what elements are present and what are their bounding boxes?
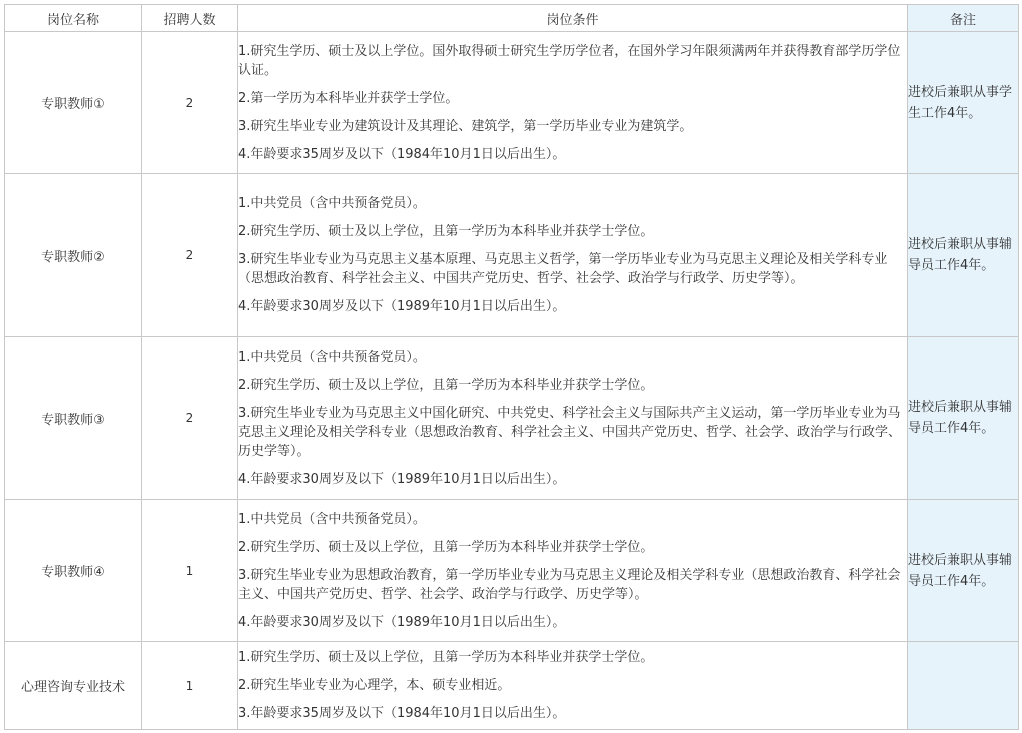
header-remark: 备注 [908,5,1019,32]
condition-item: 2.研究生学历、硕士及以上学位，且第一学历为本科毕业并获学士学位。 [238,377,654,393]
header-row [5,5,1019,32]
condition-item: 2.研究生毕业专业为心理学，本、硕专业相近。 [238,678,511,693]
condition-item: 4.年龄要求30周岁及以下（1989年10月1日以后出生）。 [238,299,566,314]
condition-item: 3.研究生毕业专业为马克思主义基本原理、马克思主义哲学，第一学历毕业专业为马克思主义理论及相关学科专业（思想政治教育、科学社会主义、中国共产党历史、哲学、社会学、政治学与行政学、历史学等）。 [238,252,888,286]
header-conditions: 岗位条件 [238,5,908,32]
position-name: 专职教师④ [5,500,142,642]
condition-item: 1.研究生学历、硕士及以上学位。国外取得硕士研究生学历学位者，在国外学习年限须满两年并获得教育部学历学位认证。 [238,43,901,78]
condition-item: 1.研究生学历、硕士及以上学位，且第一学历为本科毕业并获学士学位。 [238,650,654,665]
header-position-name: 岗位名称 [5,5,142,32]
header-recruit-count: 招聘人数 [142,5,238,32]
recruit-count: 2 [142,32,238,174]
position-name: 专职教师② [5,174,142,337]
position-name: 专职教师③ [5,337,142,500]
condition-item: 3.年龄要求35周岁及以下（1984年10月1日以后出生）。 [238,706,566,721]
recruit-count: 2 [142,174,238,337]
position-conditions [238,500,908,642]
remark-cell: 进校后兼职从事辅导员工作4年。 [908,337,1019,500]
condition-item: 2.研究生学历、硕士及以上学位，且第一学历为本科毕业并获学士学位。 [238,539,654,555]
condition-item: 1.中共党员（含中共预备党员）。 [238,196,426,211]
recruit-count: 1 [142,500,238,642]
table-row [5,642,1019,730]
condition-item: 3.研究生毕业专业为马克思主义中国化研究、中共党史、科学社会主义与国际共产主义运动，第一学历毕业专业为马克思主义理论及相关学科专业（思想政治教育、科学社会主义、中国共产党历史、哲学、社会学、政治学与行政学、历史学等）。 [238,405,902,459]
condition-item: 4.年龄要求35周岁及以下（1984年10月1日以后出生）。 [238,146,566,162]
remark-cell: 进校后兼职从事学生工作4年。 [908,32,1019,174]
position-name: 专职教师① [5,32,142,174]
condition-item: 3.研究生毕业专业为思想政治教育，第一学历毕业专业为马克思主义理论及相关学科专业（思想政治教育、科学社会主义、中国共产党历史、哲学、社会学、政治学与行政学、历史学等）。 [238,567,901,602]
table-row [5,32,1019,174]
position-name: 心理咨询专业技术 [5,642,142,730]
table-row [5,337,1019,500]
table-row [5,500,1019,642]
condition-item: 1.中共党员（含中共预备党员）。 [238,511,426,527]
position-conditions [238,642,908,730]
position-conditions [238,337,908,500]
remark-cell: 进校后兼职从事辅导员工作4年。 [908,500,1019,642]
condition-item: 2.第一学历为本科毕业并获学士学位。 [238,90,459,106]
position-conditions [238,174,908,337]
condition-item: 2.研究生学历、硕士及以上学位，且第一学历为本科毕业并获学士学位。 [238,224,654,239]
recruit-count: 2 [142,337,238,500]
table-row [5,174,1019,337]
remark-cell: 进校后兼职从事辅导员工作4年。 [908,174,1019,337]
condition-item: 4.年龄要求30周岁及以下（1989年10月1日以后出生）。 [238,471,566,487]
condition-item: 4.年龄要求30周岁及以下（1989年10月1日以后出生）。 [238,614,566,630]
recruit-count: 1 [142,642,238,730]
position-conditions [238,32,908,174]
condition-item: 3.研究生毕业专业为建筑设计及其理论、建筑学，第一学历毕业专业为建筑学。 [238,118,693,134]
recruitment-table [4,4,1019,730]
condition-item: 1.中共党员（含中共预备党员）。 [238,349,426,365]
remark-cell [908,642,1019,730]
